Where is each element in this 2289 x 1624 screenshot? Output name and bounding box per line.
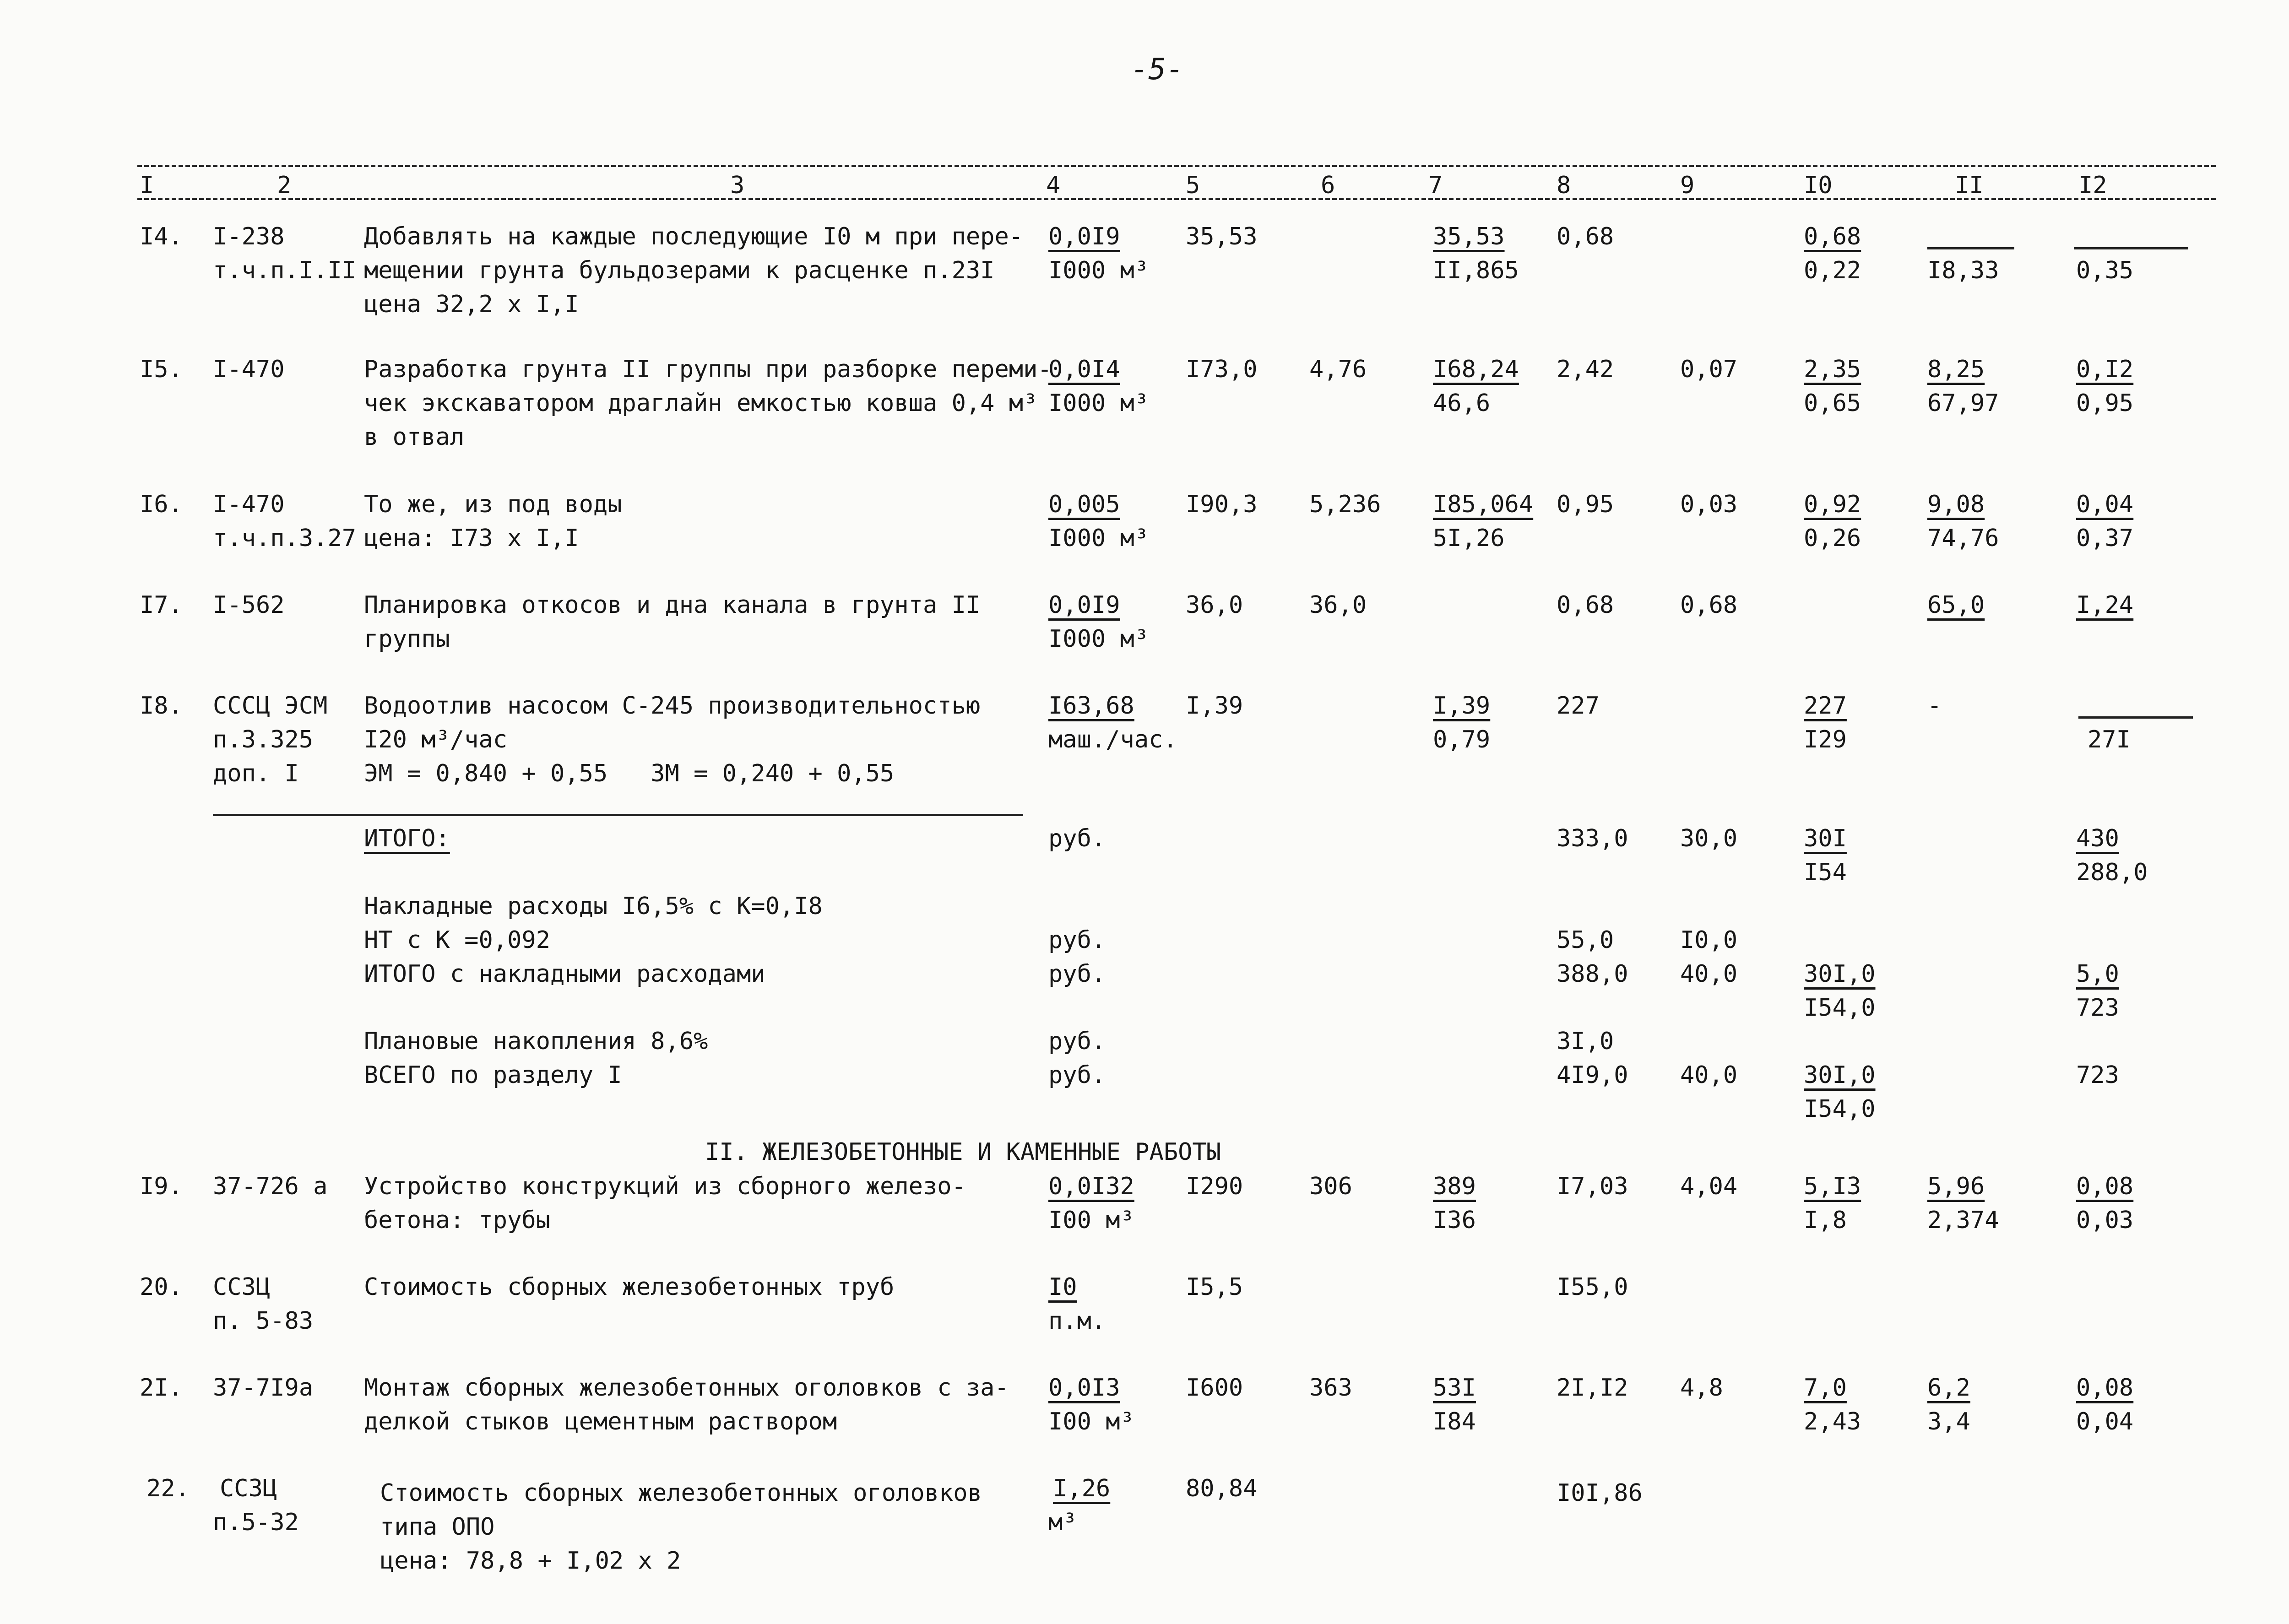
row-col7-top: I68,24 xyxy=(1433,356,1519,383)
row-number: 20. xyxy=(140,1273,183,1301)
row-description: группы xyxy=(364,625,450,653)
row-unit: I000 м³ xyxy=(1048,525,1149,552)
row-col7-top: 53I xyxy=(1433,1374,1476,1402)
totals-nt-col8: 55,0 xyxy=(1557,926,1614,954)
totals-nt-col9: I0,0 xyxy=(1680,926,1738,954)
row-description: типа ОПО xyxy=(380,1513,495,1541)
row-description: Устройство конструкций из сборного железо- xyxy=(364,1173,966,1200)
row-number: I5. xyxy=(140,356,183,383)
row-description: мещении грунта бульдозерами к расценке п.23I xyxy=(364,257,995,284)
totals-planned-unit: руб. xyxy=(1048,1028,1106,1055)
totals-itogo-overhead-unit: руб. xyxy=(1048,960,1106,988)
row-col11-top: 8,25 xyxy=(1927,356,1985,383)
row-col6: 5,236 xyxy=(1309,491,1381,518)
row-col12-line xyxy=(2074,247,2188,249)
row-col12-bottom: 0,95 xyxy=(2076,390,2134,417)
row-description: в отвал xyxy=(364,423,465,451)
row-col11-top: 5,96 xyxy=(1927,1173,1985,1200)
row-col11-top: 9,08 xyxy=(1927,491,1985,518)
page-number: -5- xyxy=(1131,53,1184,87)
row-col10-bottom: I29 xyxy=(1804,726,1847,753)
row-code: I-238 xyxy=(213,223,285,250)
row-description: Стоимость сборных железобетонных оголовков xyxy=(380,1479,982,1507)
row-col7-bottom: I84 xyxy=(1433,1408,1476,1435)
row-code: т.ч.п.I.II xyxy=(213,257,357,284)
row-description: То же, из под воды xyxy=(364,491,622,518)
totals-planned-label: Плановые накопления 8,6% xyxy=(364,1028,708,1055)
row-unit: п.м. xyxy=(1048,1307,1106,1335)
row-col10-top: 0,92 xyxy=(1804,491,1861,518)
row-number: I9. xyxy=(140,1173,183,1200)
totals-section-label: ВСЕГО по разделу I xyxy=(364,1061,622,1089)
row-quantity: I63,68 xyxy=(1048,692,1134,720)
totals-section-col10-bottom: I54,0 xyxy=(1804,1095,1876,1123)
totals-overhead-label: Накладные расходы I6,5% с К=0,I8 xyxy=(364,893,823,920)
row-col11-top: - xyxy=(1927,692,1942,720)
col-header-10: I0 xyxy=(1804,172,1833,199)
row-code: ССЗЦ xyxy=(220,1475,277,1502)
row-col10-top: 0,68 xyxy=(1804,223,1861,250)
row-quantity: I0 xyxy=(1048,1273,1077,1301)
col-header-5: 5 xyxy=(1186,172,1200,199)
row-col11-line xyxy=(1927,247,2014,249)
totals-itogo-col10-top: 30I xyxy=(1804,825,1847,852)
row-col11-bottom: I8,33 xyxy=(1927,257,1999,284)
row-description: Монтаж сборных железобетонных оголовков с за- xyxy=(364,1374,1009,1402)
totals-itogo-overhead-col12-bottom: 723 xyxy=(2076,994,2119,1022)
row-code: п. 5-83 xyxy=(213,1307,314,1335)
row-col10-top: 5,I3 xyxy=(1804,1173,1861,1200)
row-quantity: 0,0I9 xyxy=(1048,591,1120,619)
row-col9: 4,04 xyxy=(1680,1173,1738,1200)
row-col8: 2I,I2 xyxy=(1557,1374,1628,1402)
row-code: 37-7I9а xyxy=(213,1374,314,1402)
row-col8: 227 xyxy=(1557,692,1600,720)
row-col6: 4,76 xyxy=(1309,356,1367,383)
totals-section-col8: 4I9,0 xyxy=(1557,1061,1628,1089)
row-description: делкой стыков цементным раствором xyxy=(364,1408,837,1435)
row-unit: I00 м³ xyxy=(1048,1207,1134,1234)
row-code: СССЦ ЭСМ xyxy=(213,692,328,720)
row-col5: I5,5 xyxy=(1186,1273,1243,1301)
row-code: ССЗЦ xyxy=(213,1273,271,1301)
row-col11-bottom: 3,4 xyxy=(1927,1408,1970,1435)
row-code: I-562 xyxy=(213,591,285,619)
row-unit: I000 м³ xyxy=(1048,625,1149,653)
row-col11-bottom: 67,97 xyxy=(1927,390,1999,417)
row-number: I7. xyxy=(140,591,183,619)
row-col12-bottom: 0,37 xyxy=(2076,525,2134,552)
col-header-6: 6 xyxy=(1321,172,1335,199)
row-unit: I000 м³ xyxy=(1048,257,1149,284)
row-quantity: 0,005 xyxy=(1048,491,1120,518)
totals-itogo-col10-bottom: I54 xyxy=(1804,859,1847,886)
row-col9: 0,07 xyxy=(1680,356,1738,383)
row-number: I6. xyxy=(140,491,183,518)
totals-itogo-col12-top: 430 xyxy=(2076,825,2119,852)
row-col5: I,39 xyxy=(1186,692,1243,720)
row-col8: 0,68 xyxy=(1557,223,1614,250)
row-code: п.5-32 xyxy=(213,1509,299,1536)
row-col12-top: 0,04 xyxy=(2076,491,2134,518)
row-unit: маш./час. xyxy=(1048,726,1177,753)
row-col7-bottom: 0,79 xyxy=(1433,726,1491,753)
row-col8: I7,03 xyxy=(1557,1173,1628,1200)
row-col5: I600 xyxy=(1186,1374,1243,1402)
row-col9: 4,8 xyxy=(1680,1374,1723,1402)
row-number: I8. xyxy=(140,692,183,720)
row-col8: 0,95 xyxy=(1557,491,1614,518)
row-col7-top: 35,53 xyxy=(1433,223,1505,250)
row-col6: 306 xyxy=(1309,1173,1352,1200)
row-col10-bottom: 0,65 xyxy=(1804,390,1861,417)
totals-itogo-col8: 333,0 xyxy=(1557,825,1628,852)
col-header-9: 9 xyxy=(1680,172,1695,199)
totals-itogo-col9: 30,0 xyxy=(1680,825,1738,852)
row-col7-bottom: 5I,26 xyxy=(1433,525,1505,552)
row-description: Добавлять на каждые последующие I0 м при пере- xyxy=(364,223,1024,250)
row-code: п.3.325 xyxy=(213,726,314,753)
totals-itogo-overhead-col8: 388,0 xyxy=(1557,960,1628,988)
row-description: бетона: трубы xyxy=(364,1207,550,1234)
totals-itogo-overhead-col9: 40,0 xyxy=(1680,960,1738,988)
col-header-7: 7 xyxy=(1428,172,1443,199)
totals-nt-label: НТ с К =0,092 xyxy=(364,926,550,954)
row-col12-bottom: 0,35 xyxy=(2076,257,2134,284)
col-header-3: 3 xyxy=(730,172,745,199)
row-description: I20 м³/час xyxy=(364,726,508,753)
row-col5: I290 xyxy=(1186,1173,1243,1200)
totals-itogo-overhead-col10-bottom: I54,0 xyxy=(1804,994,1876,1022)
row-unit: м³ xyxy=(1048,1509,1077,1536)
row-description: Водоотлив насосом С-245 производительностью xyxy=(364,692,981,720)
row-quantity: 0,0I4 xyxy=(1048,356,1120,383)
row-description: Разработка грунта II группы при разборке переми- xyxy=(364,356,1052,383)
row-number: I4. xyxy=(140,223,183,250)
col-header-4: 4 xyxy=(1046,172,1061,199)
row-description: цена: I73 x I,I xyxy=(364,525,579,552)
col-header-1: I xyxy=(140,172,154,199)
header-rule-bottom xyxy=(137,198,2216,200)
totals-planned-col8: 3I,0 xyxy=(1557,1028,1614,1055)
totals-section-col9: 40,0 xyxy=(1680,1061,1738,1089)
row-unit: I000 м³ xyxy=(1048,390,1149,417)
row-col7-top: I85,064 xyxy=(1433,491,1534,518)
row-col7-bottom: 46,6 xyxy=(1433,390,1491,417)
totals-separator xyxy=(213,814,1023,816)
row-col12-top: I,24 xyxy=(2076,591,2134,619)
row-col9: 0,03 xyxy=(1680,491,1738,518)
col-header-8: 8 xyxy=(1557,172,1571,199)
row-col9: 0,68 xyxy=(1680,591,1738,619)
row-col11-top: 65,0 xyxy=(1927,591,1985,619)
row-description: Стоимость сборных железобетонных труб xyxy=(364,1273,895,1301)
totals-itogo-label: ИТОГО: xyxy=(364,825,450,852)
col-header-12: I2 xyxy=(2078,172,2107,199)
row-col5: 36,0 xyxy=(1186,591,1243,619)
row-description: цена: 78,8 + I,02 x 2 xyxy=(380,1547,681,1575)
row-col12-top: 0,08 xyxy=(2076,1173,2134,1200)
row-number: 2I. xyxy=(140,1374,183,1402)
totals-nt-unit: руб. xyxy=(1048,926,1106,954)
totals-itogo-overhead-col10-top: 30I,0 xyxy=(1804,960,1876,988)
row-col12-bottom: 27I xyxy=(2088,726,2131,753)
row-quantity: 0,0I32 xyxy=(1048,1173,1134,1200)
row-quantity: 0,0I9 xyxy=(1048,223,1120,250)
totals-section-col12: 723 xyxy=(2076,1061,2119,1089)
row-col7-bottom: II,865 xyxy=(1433,257,1519,284)
row-col8: 2,42 xyxy=(1557,356,1614,383)
row-code: 37-726 а xyxy=(213,1173,328,1200)
row-col11-bottom: 2,374 xyxy=(1927,1207,1999,1234)
row-col6: 36,0 xyxy=(1309,591,1367,619)
row-quantity: 0,0I3 xyxy=(1048,1374,1120,1402)
row-col8: I55,0 xyxy=(1557,1273,1628,1301)
row-col5: 35,53 xyxy=(1186,223,1258,250)
row-col8: 0,68 xyxy=(1557,591,1614,619)
row-col10-bottom: 2,43 xyxy=(1804,1408,1861,1435)
row-description: чек экскаватором драглайн емкостью ковша 0,4 м³ xyxy=(364,390,1038,417)
row-code: т.ч.п.3.27 xyxy=(213,525,357,552)
row-col10-top: 7,0 xyxy=(1804,1374,1847,1402)
row-col10-bottom: 0,26 xyxy=(1804,525,1861,552)
row-col10-top: 227 xyxy=(1804,692,1847,720)
row-col6: 363 xyxy=(1309,1374,1352,1402)
row-col7-bottom: I36 xyxy=(1433,1207,1476,1234)
row-col7-top: 389 xyxy=(1433,1173,1476,1200)
row-description: ЭМ = 0,840 + 0,55 ЗМ = 0,240 + 0,55 xyxy=(364,760,895,787)
row-col12-bottom: 0,03 xyxy=(2076,1207,2134,1234)
row-col12-bottom: 0,04 xyxy=(2076,1408,2134,1435)
row-col7-top: I,39 xyxy=(1433,692,1491,720)
totals-section-unit: руб. xyxy=(1048,1061,1106,1089)
row-unit: I00 м³ xyxy=(1048,1408,1134,1435)
row-col12-line xyxy=(2078,716,2193,719)
row-col12-top: 0,I2 xyxy=(2076,356,2134,383)
row-code: доп. I xyxy=(213,760,299,787)
col-header-11: II xyxy=(1955,172,1984,199)
row-code: I-470 xyxy=(213,491,285,518)
row-quantity: I,26 xyxy=(1053,1475,1111,1502)
row-col11-bottom: 74,76 xyxy=(1927,525,1999,552)
row-col10-bottom: I,8 xyxy=(1804,1207,1847,1234)
row-col10-top: 2,35 xyxy=(1804,356,1861,383)
row-col5: 80,84 xyxy=(1186,1475,1258,1502)
row-col5: I90,3 xyxy=(1186,491,1258,518)
row-number: 22. xyxy=(146,1475,190,1502)
row-col12-top: 0,08 xyxy=(2076,1374,2134,1402)
row-col10-bottom: 0,22 xyxy=(1804,257,1861,284)
row-code: I-470 xyxy=(213,356,285,383)
col-header-2: 2 xyxy=(277,172,292,199)
row-col5: I73,0 xyxy=(1186,356,1258,383)
totals-itogo-overhead-label: ИТОГО с накладными расходами xyxy=(364,960,765,988)
totals-itogo-overhead-col12-top: 5,0 xyxy=(2076,960,2119,988)
row-col8: I0I,86 xyxy=(1557,1479,1643,1507)
totals-section-col10-top: 30I,0 xyxy=(1804,1061,1876,1089)
totals-itogo-unit: руб. xyxy=(1048,825,1106,852)
totals-itogo-col12-bottom: 288,0 xyxy=(2076,859,2148,886)
header-rule-top xyxy=(137,165,2216,167)
row-description: Планировка откосов и дна канала в грунта II xyxy=(364,591,981,619)
row-col11-top: 6,2 xyxy=(1927,1374,1970,1402)
row-description: цена 32,2 x I,I xyxy=(364,291,579,318)
section-title: II. ЖЕЛЕЗОБЕТОННЫЕ И КАМЕННЫЕ РАБОТЫ xyxy=(705,1138,1221,1166)
